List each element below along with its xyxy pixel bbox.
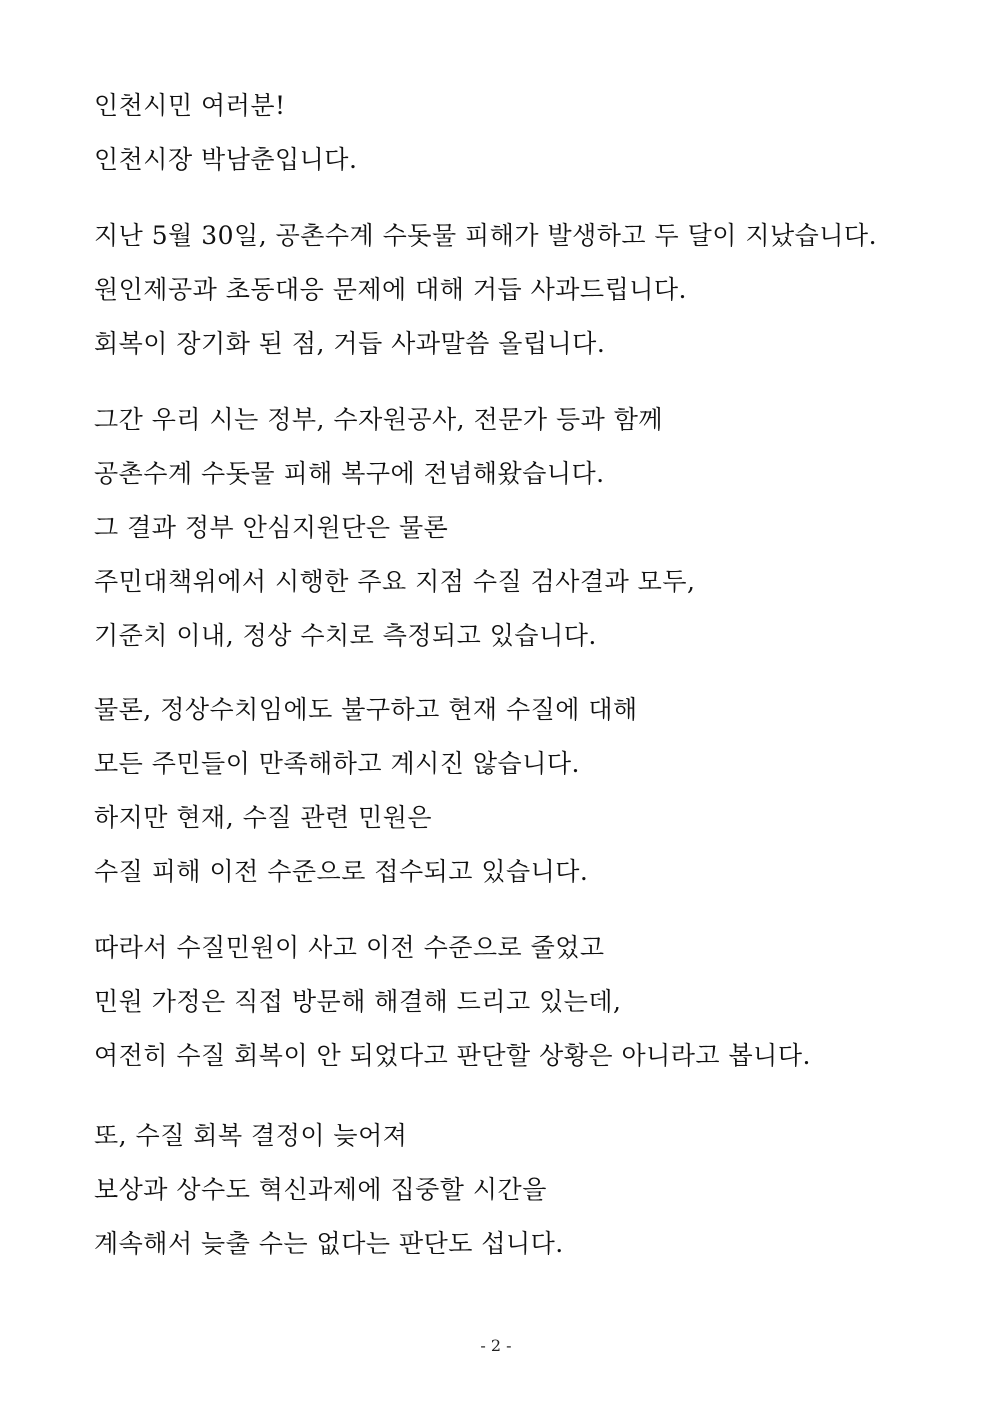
paragraph-5-line-3: 여전히 수질 회복이 안 되었다고 판단할 상황은 아니라고 봅니다. [94, 1041, 811, 1070]
paragraph-6-line-1: 또, 수질 회복 결정이 늦어져 [94, 1121, 408, 1150]
paragraph-3-line-3: 그 결과 정부 안심지원단은 물론 [94, 513, 449, 542]
paragraph-3-line-1: 그간 우리 시는 정부, 수자원공사, 전문가 등과 함께 [94, 405, 664, 434]
paragraph-6-line-3: 계속해서 늦출 수는 없다는 판단도 섭니다. [94, 1229, 564, 1258]
paragraph-4-line-2: 모든 주민들이 만족해하고 계시진 않습니다. [94, 749, 580, 778]
paragraph-3-line-4: 주민대책위에서 시행한 주요 지점 수질 검사결과 모두, [94, 567, 696, 596]
paragraph-1-line-2: 인천시장 박남춘입니다. [94, 145, 358, 174]
paragraph-4-line-3: 하지만 현재, 수질 관련 민원은 [94, 803, 433, 832]
paragraph-5-line-1: 따라서 수질민원이 사고 이전 수준으로 줄었고 [94, 933, 605, 962]
paragraph-6-line-2: 보상과 상수도 혁신과제에 집중할 시간을 [94, 1175, 547, 1204]
paragraph-2-line-2: 원인제공과 초동대응 문제에 대해 거듭 사과드립니다. [94, 275, 687, 304]
paragraph-4-line-4: 수질 피해 이전 수준으로 접수되고 있습니다. [94, 857, 589, 886]
paragraph-5-line-2: 민원 가정은 직접 방문해 해결해 드리고 있는데, [94, 987, 622, 1016]
page-number: - 2 - [480, 1336, 512, 1355]
paragraph-1-line-1: 인천시민 여러분! [94, 91, 286, 120]
paragraph-3-line-2: 공촌수계 수돗물 피해 복구에 전념해왔습니다. [94, 459, 605, 488]
paragraph-3-line-5: 기준치 이내, 정상 수치로 측정되고 있습니다. [94, 621, 597, 650]
paragraph-2-line-3: 회복이 장기화 된 점, 거듭 사과말씀 올립니다. [94, 329, 606, 358]
paragraph-4-line-1: 물론, 정상수치임에도 불구하고 현재 수질에 대해 [94, 695, 638, 724]
paragraph-2-line-1: 지난 5월 30일, 공촌수계 수돗물 피해가 발생하고 두 달이 지났습니다. [94, 221, 878, 250]
